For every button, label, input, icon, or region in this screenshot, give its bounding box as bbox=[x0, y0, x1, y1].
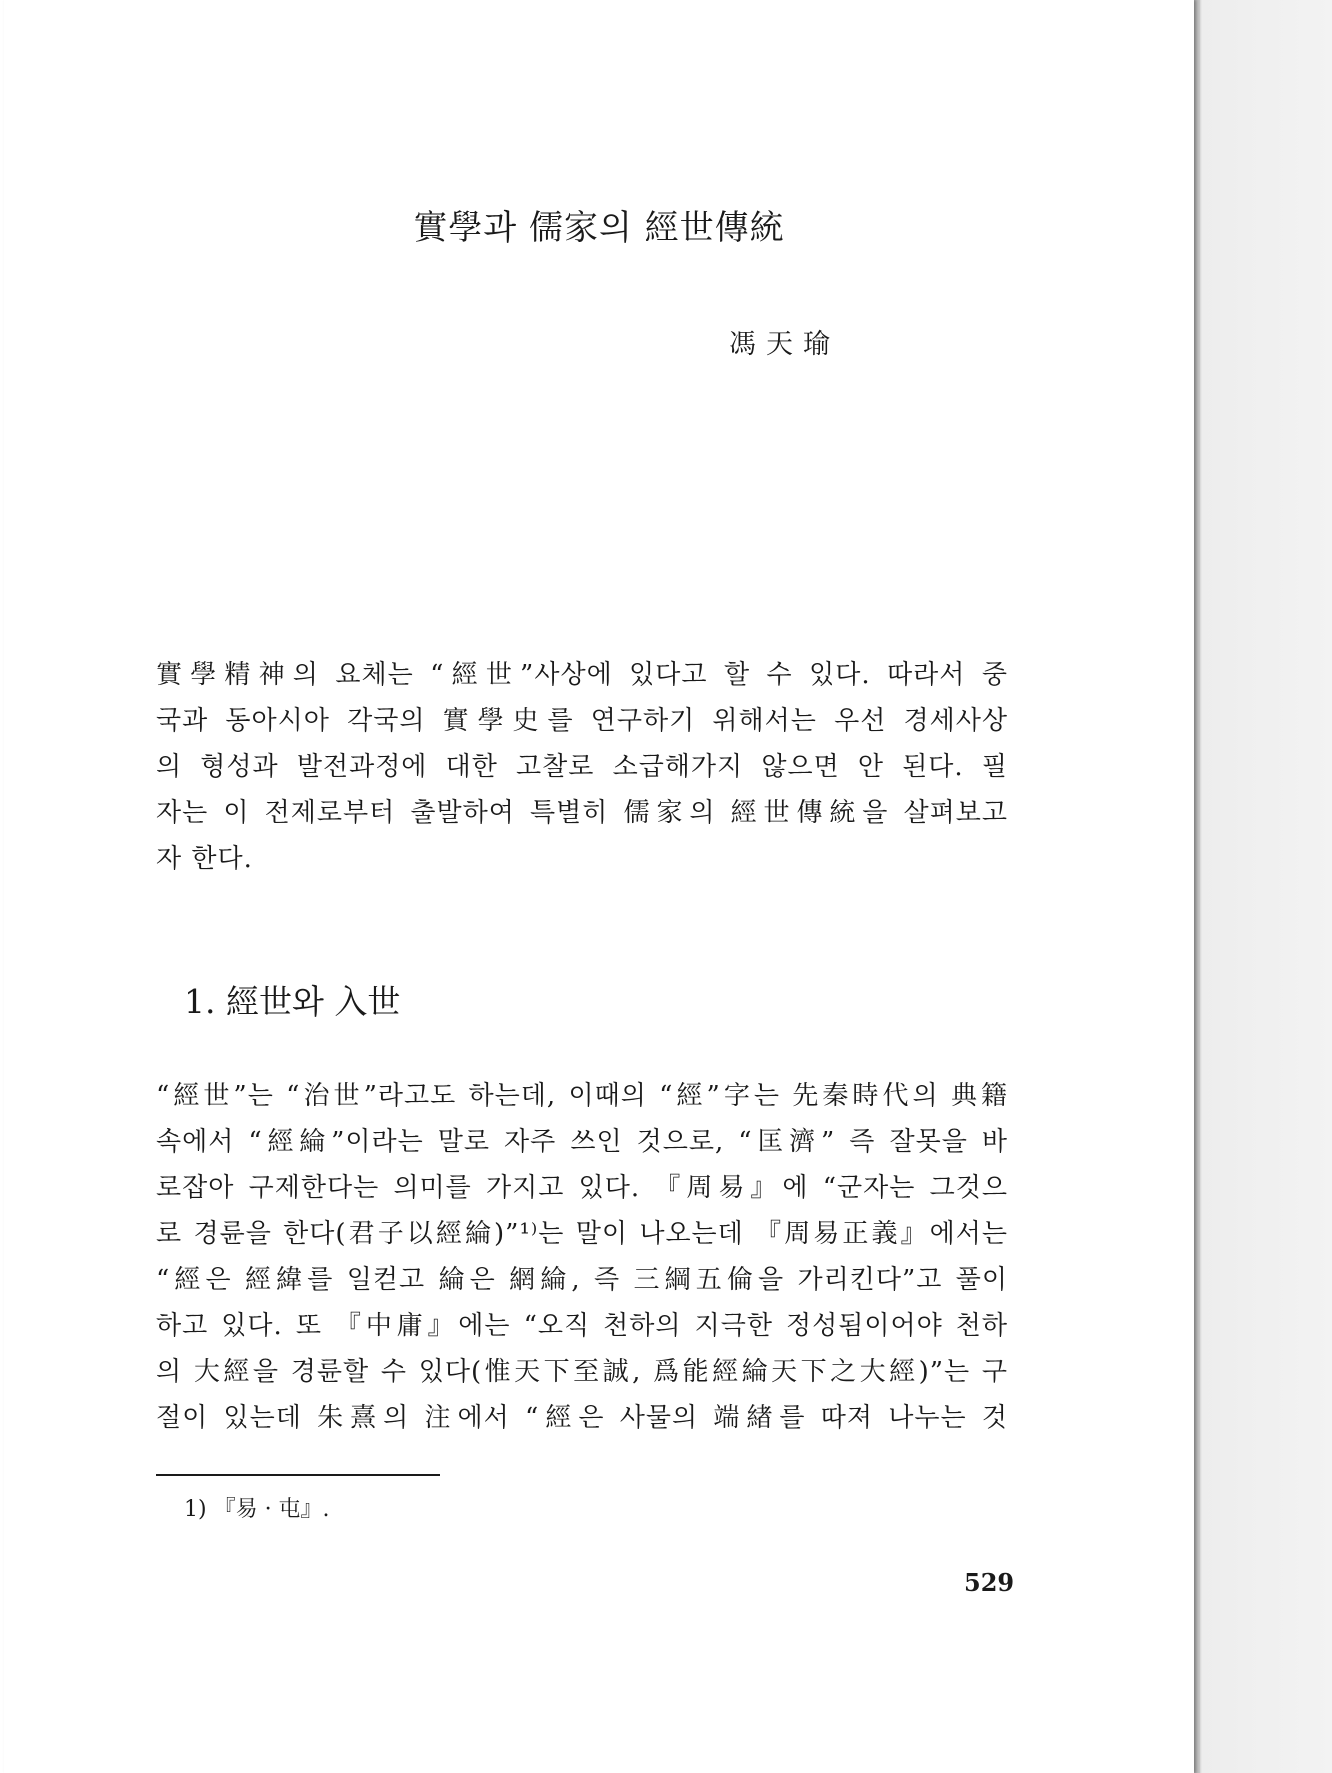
body-line: “經世”는 “治世”라고도 하는데, 이때의 “經”字는 先秦時代의 典籍 bbox=[156, 1081, 1008, 1111]
article-title: 實學과 儒家의 經世傳統 bbox=[413, 208, 785, 248]
footnote-divider bbox=[156, 1474, 440, 1476]
section-1-paragraph bbox=[156, 1073, 1008, 1441]
intro-paragraph bbox=[156, 652, 1008, 882]
footnote-1: 1) 『易 · 屯』. bbox=[184, 1497, 330, 1522]
body-line: “經은 經緯를 일컫고 綸은 網綸, 즉 三綱五倫을 가리킨다”고 풀이 bbox=[156, 1265, 1008, 1295]
intro-line: 實學精神의 요체는 “經世”사상에 있다고 할 수 있다. 따라서 중 bbox=[156, 660, 1008, 690]
book-page bbox=[4, 0, 1194, 1773]
body-line: 속에서 “經綸”이라는 말로 자주 쓰인 것으로, “匡濟” 즉 잘못을 바 bbox=[156, 1127, 1008, 1157]
page-number: 529 bbox=[964, 1568, 1015, 1597]
body-line: 로 경륜을 한다(君子以經綸)”¹⁾는 말이 나오는데 『周易正義』에서는 bbox=[156, 1219, 1008, 1249]
article-author: 馮天瑜 bbox=[729, 329, 840, 360]
body-line: 의 大經을 경륜할 수 있다(惟天下至誠, 爲能經綸天下之大經)”는 구 bbox=[156, 1357, 1008, 1387]
intro-line: 국과 동아시아 각국의 實學史를 연구하기 위해서는 우선 경세사상 bbox=[156, 706, 1008, 736]
book-page-edge bbox=[1190, 0, 1332, 1773]
body-line: 하고 있다. 또 『中庸』에는 “오직 천하의 지극한 정성됨이어야 천하 bbox=[156, 1311, 1008, 1341]
section-heading: 1. 經世와 入世 bbox=[184, 982, 401, 1021]
intro-line: 자는 이 전제로부터 출발하여 특별히 儒家의 經世傳統을 살펴보고 bbox=[156, 798, 1008, 828]
body-line: 로잡아 구제한다는 의미를 가지고 있다. 『周易』에 “군자는 그것으 bbox=[156, 1173, 1008, 1203]
intro-line: 자 한다. bbox=[156, 844, 253, 874]
intro-line: 의 형성과 발전과정에 대한 고찰로 소급해가지 않으면 안 된다. 필 bbox=[156, 752, 1008, 782]
body-line: 절이 있는데 朱熹의 注에서 “經은 사물의 端緖를 따져 나누는 것 bbox=[156, 1403, 1008, 1433]
